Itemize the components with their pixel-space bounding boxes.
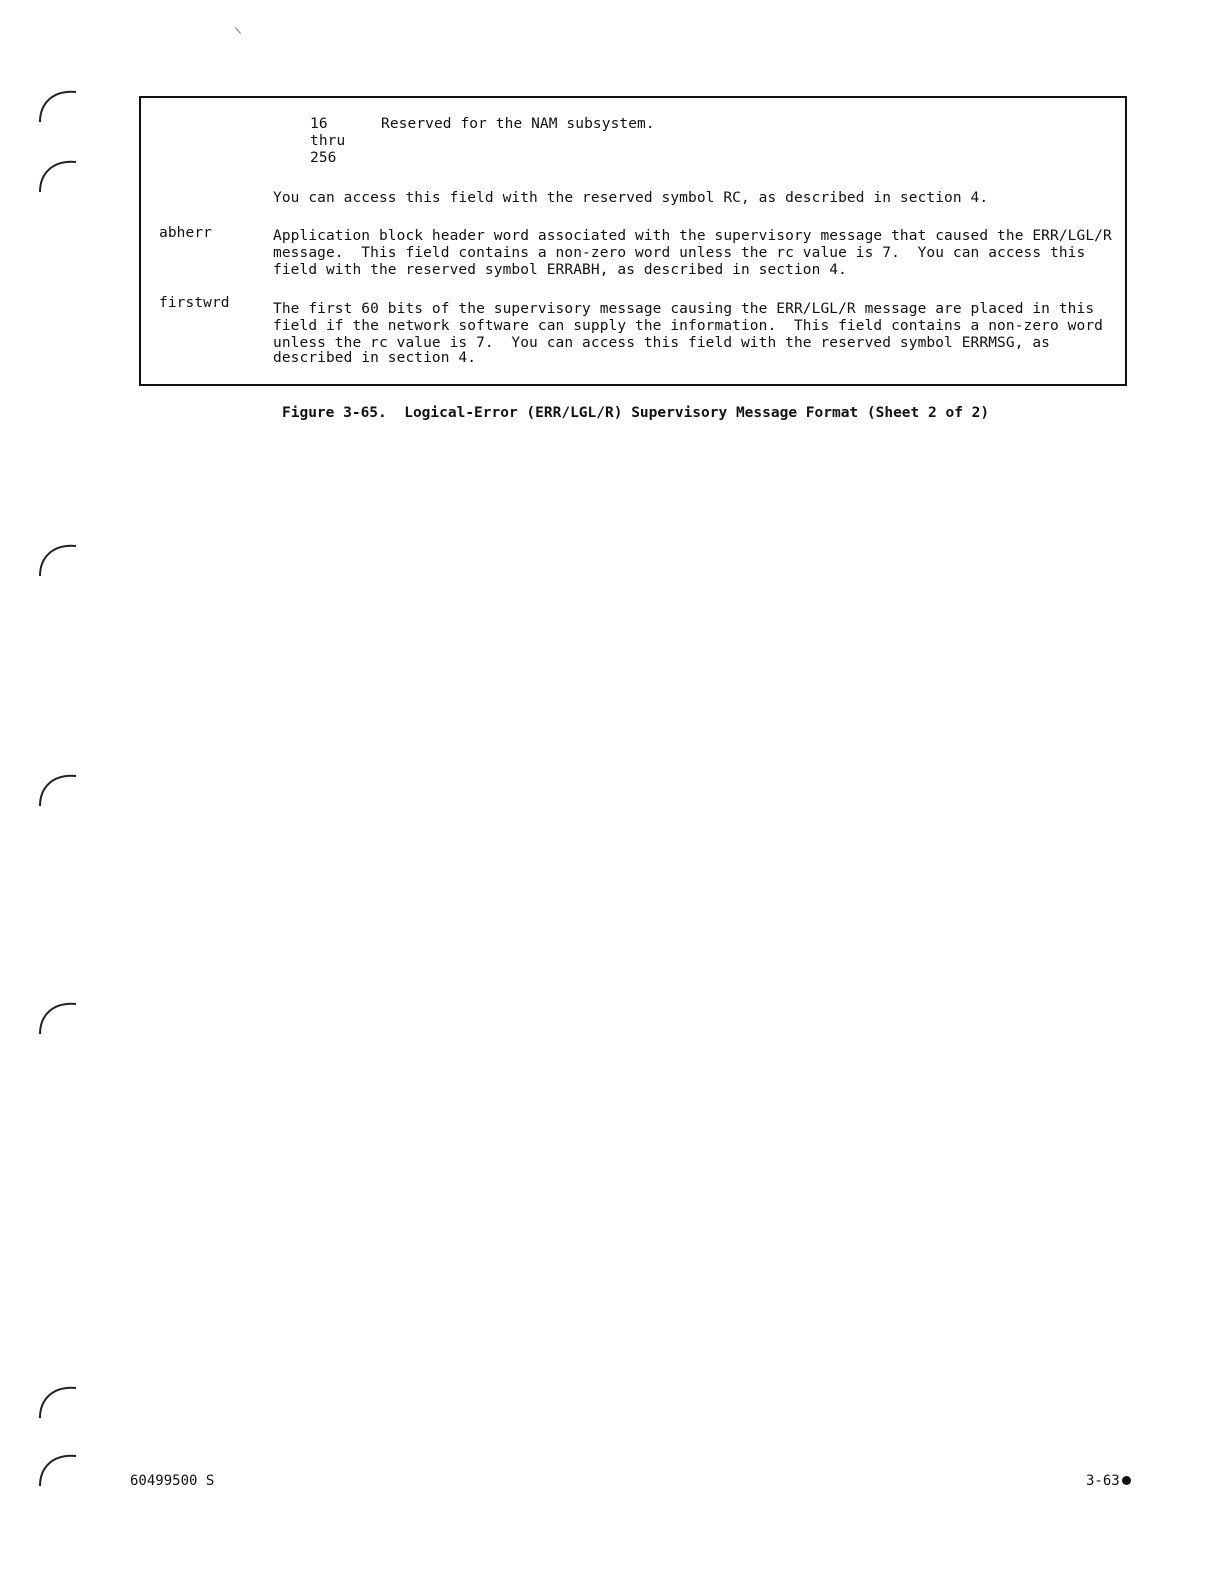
binder-hole-icon	[34, 1446, 80, 1492]
binder-hole-icon	[34, 82, 80, 128]
page-number: 3-63	[1086, 1473, 1120, 1489]
field-description-line: unless the rc value is 7. You can access this field with the reserved symbol ERRMSG, as	[273, 335, 1051, 351]
code-value: 256	[310, 150, 337, 166]
figure-caption: Figure 3-65. Logical-Error (ERR/LGL/R) Supervisory Message Format (Sheet 2 of 2)	[282, 405, 990, 421]
code-description: Reserved for the NAM subsystem.	[381, 116, 655, 132]
rc-access-note: You can access this field with the reserved symbol RC, as described in section 4.	[273, 190, 989, 206]
binder-hole-icon	[34, 152, 80, 198]
field-description-line: message. This field contains a non-zero word unless the rc value is 7. You can access this	[273, 245, 1086, 261]
field-description-line: Application block header word associated with the supervisory message that caused the ERR/LGL/R	[273, 228, 1112, 244]
field-name-firstwrd: firstwrd	[159, 295, 230, 311]
field-description-line: described in section 4.	[273, 350, 477, 366]
binder-hole-icon	[34, 1378, 80, 1424]
field-description-line: field if the network software can supply the information. This field contains a non-zero word	[273, 318, 1103, 334]
document-number: 60499500 S	[130, 1473, 215, 1489]
field-description-line: The first 60 bits of the supervisory message causing the ERR/LGL/R message are placed in this	[273, 301, 1095, 317]
scan-mark	[235, 27, 241, 34]
binder-hole-icon	[34, 994, 80, 1040]
field-name-abherr: abherr	[159, 225, 212, 241]
page-number-block	[1086, 1472, 1131, 1490]
revision-bullet-icon	[1122, 1476, 1131, 1485]
code-value: 16	[310, 116, 328, 132]
binder-hole-icon	[34, 536, 80, 582]
binder-hole-icon	[34, 766, 80, 812]
field-description-line: field with the reserved symbol ERRABH, as described in section 4.	[273, 262, 847, 278]
code-value: thru	[310, 133, 346, 149]
